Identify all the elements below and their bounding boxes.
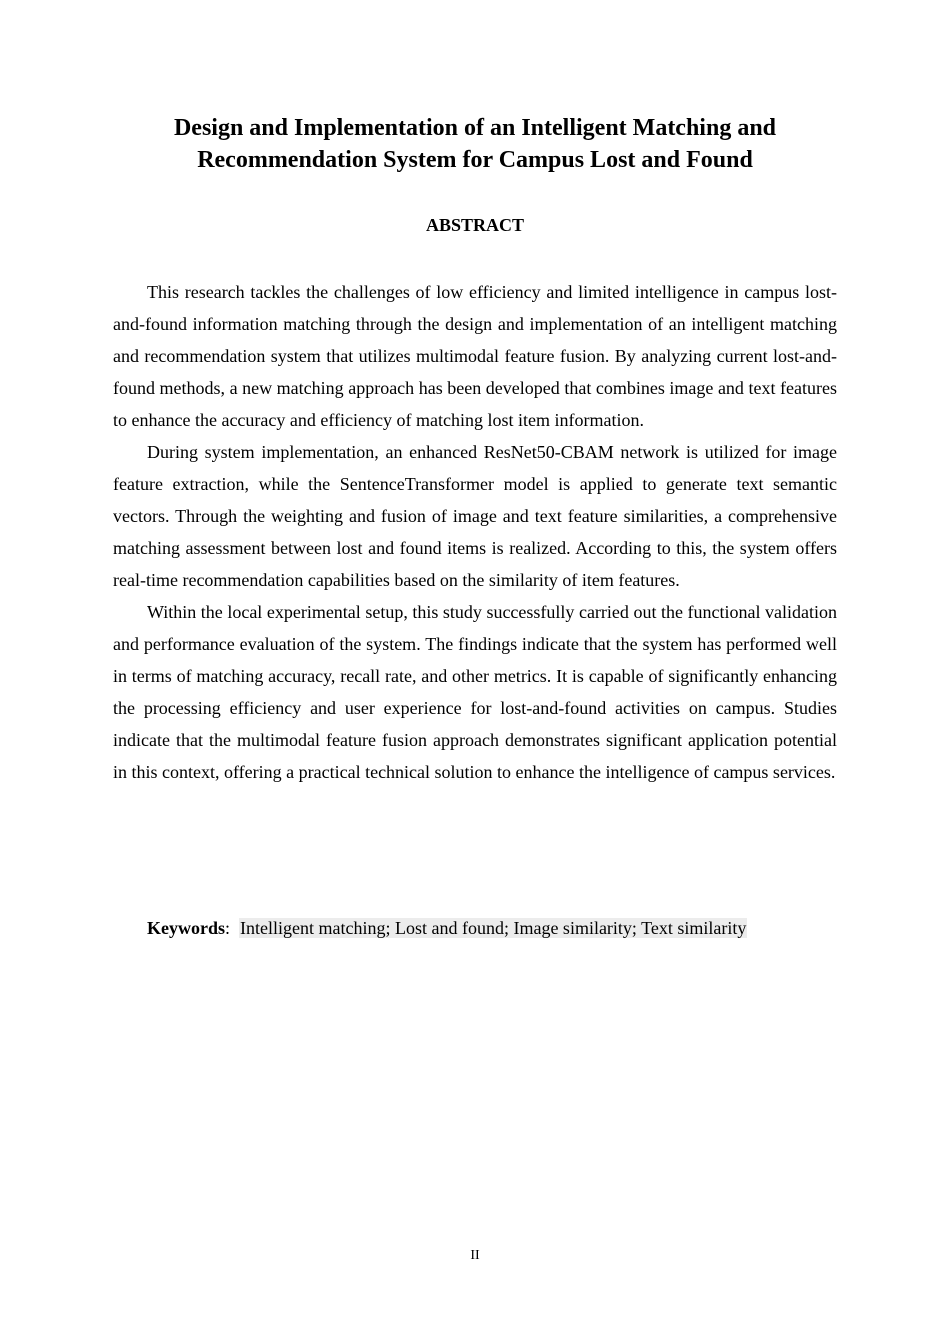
abstract-paragraph-1: This research tackles the challenges of low efficiency and limited intelligence in campus lost-and-found information matching through the design and implementation of an intelligent matching and recommendation system that utilizes multimodal feature fusion. By analyzing current lost-and-found methods, a new matching approach has been developed that combines image and text features to enhance the accuracy and efficiency of matching lost item information.	[113, 282, 837, 430]
paper-title	[113, 112, 837, 176]
abstract-paragraph-3: Within the local experimental setup, this study successfully carried out the functional validation and performance evaluation of the system. The findings indicate that the system has performed well in terms of matching accuracy, recall rate, and other metrics. It is capable of significantly enhancing the processing efficiency and user experience for lost-and-found activities on campus. Studies indicate that the multimodal feature fusion approach demonstrates significant application potential in this context, offering a practical technical solution to enhance the intelligence of campus services.	[113, 602, 837, 782]
title-line-1: Design and Implementation of an Intelligent Matching and	[173, 115, 777, 141]
keywords-label: Keywords	[147, 918, 225, 938]
keywords-separator: :	[225, 918, 231, 938]
abstract-heading: ABSTRACT	[425, 215, 525, 235]
title-line-2: Recommendation System for Campus Lost and Found	[197, 147, 753, 173]
page-number: II	[470, 1248, 480, 1263]
keywords-line	[147, 912, 747, 944]
abstract-paragraph-2: During system implementation, an enhanced ResNet50-CBAM network is utilized for image feature extraction, while the SentenceTransformer model is applied to generate text semantic vectors. Through the weighting and fusion of image and text feature similarities, a comprehensive matching assessment between lost and found items is realized. According to this, the system offers real-time recommendation capabilities based on the similarity of item features.	[113, 442, 837, 590]
keywords-value: Intelligent matching; Lost and found; Image similarity; Text similarity	[240, 918, 747, 938]
abstract-body	[113, 276, 837, 788]
